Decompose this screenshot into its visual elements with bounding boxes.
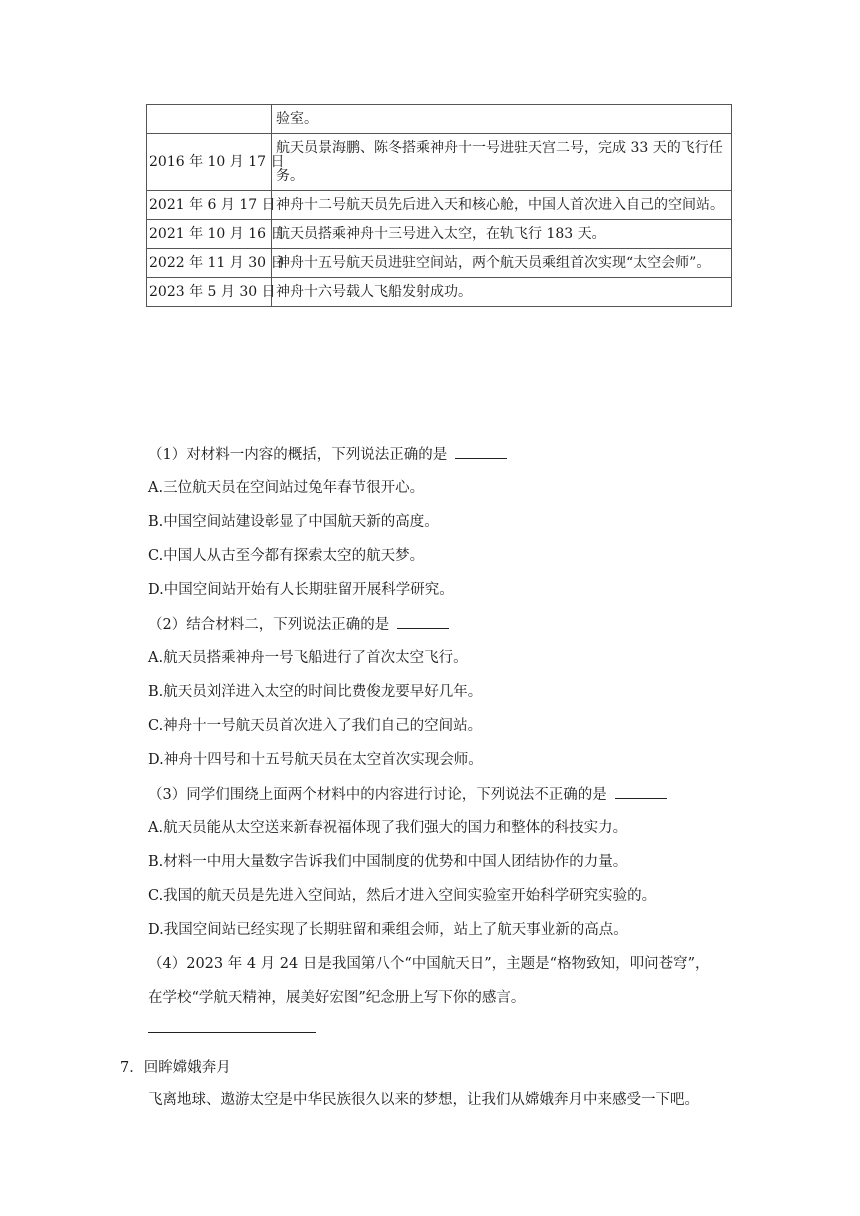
table-row — [147, 191, 732, 220]
option-b: B.材料一中用大量数字告诉我们中国制度的优势和中国人团结协作的力量。 — [148, 854, 628, 870]
event-cell: 神舟十五号航天员进驻空间站，两个航天员乘组首次实现“太空会师”。 — [272, 249, 732, 278]
question-stem-text: （1）对材料一内容的概括，下列说法正确的是 — [148, 447, 448, 463]
question-4-line-2: 在学校“学航天精神，展美好宏图”纪念册上写下你的感言。 — [148, 990, 526, 1006]
section-7-intro: 飞离地球、遨游太空是中华民族很久以来的梦想，让我们从嫦娥奔月中来感受一下吧。 — [148, 1092, 699, 1108]
option-d: D.神舟十四号和十五号航天员在太空首次实现会师。 — [148, 752, 483, 768]
option-c: C.中国人从古至今都有探索太空的航天梦。 — [148, 548, 425, 564]
answer-blank[interactable] — [455, 444, 507, 459]
answer-blank[interactable] — [397, 614, 449, 629]
option-d: D.我国空间站已经实现了长期驻留和乘组会师，站上了航天事业新的高点。 — [148, 922, 628, 938]
option-b: B.中国空间站建设彰显了中国航天新的高度。 — [148, 514, 439, 530]
option-c: C.神舟十一号航天员首次进入了我们自己的空间站。 — [148, 718, 483, 734]
event-cell: 神舟十六号载人飞船发射成功。 — [272, 278, 732, 307]
answer-write-line[interactable] — [148, 1032, 316, 1033]
question-3-stem — [148, 784, 667, 805]
date-cell — [147, 105, 272, 134]
event-cell: 航天员搭乘神舟十三号进入太空，在轨飞行 183 天。 — [272, 220, 732, 249]
table-row — [147, 105, 732, 134]
event-cell: 神舟十二号航天员先后进入天和核心舱，中国人首次进入自己的空间站。 — [272, 191, 732, 220]
date-cell: 2022 年 11 月 30 日 — [147, 249, 272, 278]
event-cell: 验室。 — [272, 105, 732, 134]
option-a: A.航天员搭乘神舟一号飞船进行了首次太空飞行。 — [148, 650, 468, 666]
table-row — [147, 278, 732, 307]
option-c: C.我国的航天员是先进入空间站，然后才进入空间实验室开始科学研究实验的。 — [148, 888, 657, 904]
option-a: A.航天员能从太空送来新春祝福体现了我们强大的国力和整体的科技实力。 — [148, 820, 628, 836]
question-stem-text: （3）同学们围绕上面两个材料中的内容进行讨论，下列说法不正确的是 — [148, 787, 607, 803]
answer-blank[interactable] — [615, 784, 667, 799]
event-cell: 航天员景海鹏、陈冬搭乘神舟十一号进驻天宫二号，完成 33 天的飞行任务。 — [272, 134, 732, 191]
question-4-line-1: （4）2023 年 4 月 24 日是我国第八个“中国航天日”，主题是“格物致知，叩问苍穹”， — [148, 956, 710, 972]
option-d: D.中国空间站开始有人长期驻留开展科学研究。 — [148, 582, 454, 598]
date-cell: 2021 年 10 月 16 日 — [147, 220, 272, 249]
option-a: A.三位航天员在空间站过兔年春节很开心。 — [148, 480, 425, 496]
date-cell: 2023 年 5 月 30 日 — [147, 278, 272, 307]
timeline-table — [146, 104, 732, 307]
question-2-stem — [148, 614, 449, 635]
date-cell: 2021 年 6 月 17 日 — [147, 191, 272, 220]
option-b: B.航天员刘洋进入太空的时间比费俊龙要早好几年。 — [148, 684, 483, 700]
date-cell: 2016 年 10 月 17 日 — [147, 134, 272, 191]
section-7-heading: 7．回眸嫦娥奔月 — [120, 1060, 231, 1076]
table-row — [147, 249, 732, 278]
table-row — [147, 220, 732, 249]
question-1-stem — [148, 444, 507, 465]
question-stem-text: （2）结合材料二，下列说法正确的是 — [148, 617, 390, 633]
table-row — [147, 134, 732, 191]
